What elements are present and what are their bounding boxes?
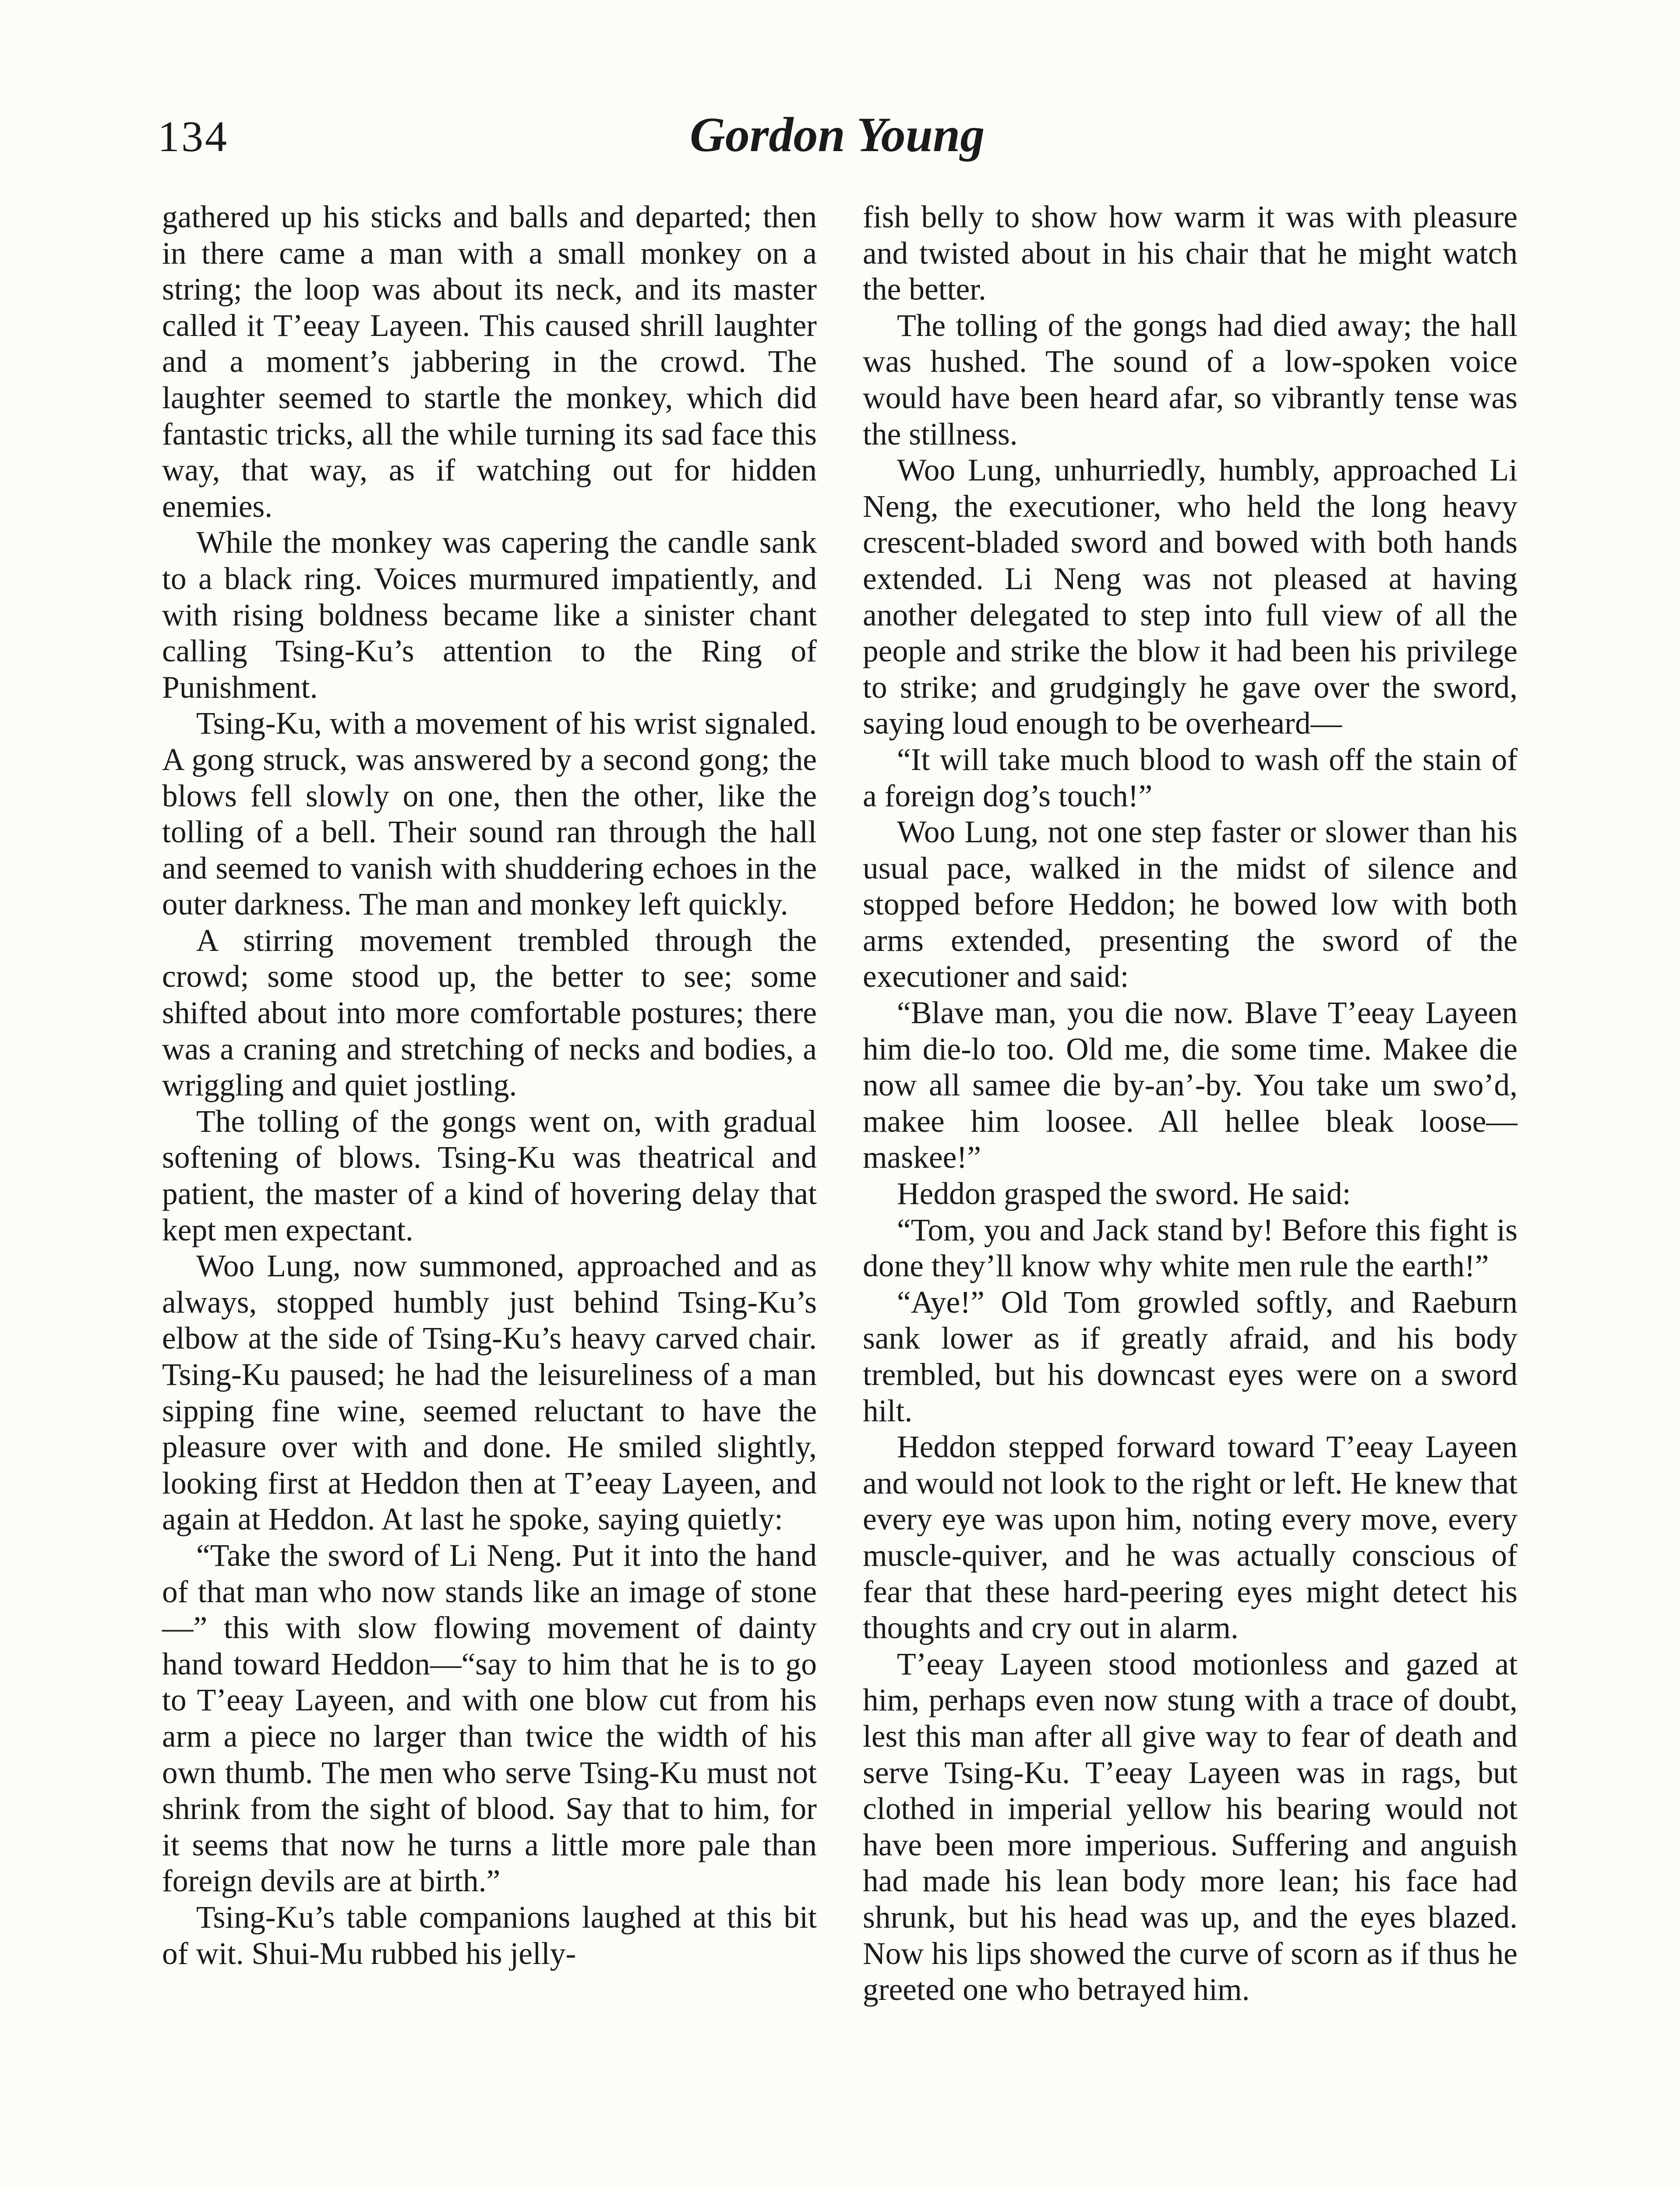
paragraph: “It will take much blood to wash off the stain of a foreign dog’s touch!” <box>863 742 1518 813</box>
paragraph: While the monkey was capering the candle sank to a black ring. Voices murmured impatiently, and with rising boldness became like a sinister chant calling Tsing-Ku’s attention to the Ring of Punishment. <box>162 525 817 705</box>
text-column-left <box>162 199 817 1972</box>
page-number: 134 <box>158 112 229 161</box>
paragraph: A stirring movement trembled through the crowd; some stood up, the better to see; some shifted about into more comfortable postures; there was a craning and stretching of necks and bodies, a wriggling and quiet jostling. <box>162 923 817 1103</box>
paragraph: gathered up his sticks and balls and departed; then in there came a man with a small monkey on a string; the loop was about its neck, and its master called it T’eeay Layeen. This caused shrill laughter and a moment’s jabbering in the crowd. The laughter seemed to startle the monkey, which did fantastic tricks, all the while turning its sad face this way, that way, as if watching out for hidden enemies. <box>162 200 817 524</box>
text-column-right <box>863 199 1518 2008</box>
paragraph: Tsing-Ku’s table companions laughed at this bit of wit. Shui-Mu rubbed his jelly- <box>162 1900 817 1971</box>
paragraph: Tsing-Ku, with a movement of his wrist signaled. A gong struck, was answered by a second gong; the blows fell slowly on one, then the other, like the tolling of a bell. Their sound ran through the hall and seemed to vanish with shuddering echoes in the outer darkness. The man and monkey left quickly. <box>162 706 817 922</box>
paragraph: T’eeay Layeen stood motionless and gazed at him, perhaps even now stung with a trace of doubt, lest this man after all give way to fear of death and serve Tsing-Ku. T’eeay Layeen was in rags, but clothed in imperial yellow his bearing would not have been more imperious. Suffering and anguish had made his lean body more lean; his face had shrunk, but his head was up, and the eyes blazed. Now his lips showed the curve of scorn as if thus he greeted one who betrayed him. <box>863 1646 1518 2007</box>
paragraph: Heddon stepped forward toward T’eeay Layeen and would not look to the right or left. He knew that every eye was upon him, noting every move, every muscle-quiver, and he was actually conscious of fear that these hard-peering eyes might detect his thoughts and cry out in alarm. <box>863 1430 1518 1646</box>
paragraph: Woo Lung, not one step faster or slower than his usual pace, walked in the midst of silence and stopped before Heddon; he bowed low with both arms extended, presenting the sword of the executioner and said: <box>863 815 1518 994</box>
paragraph: “Blave man, you die now. Blave T’eeay Layeen him die-lo too. Old me, die some time. Makee die now all samee die by-an’-by. You take um swo’d, makee him loosee. All hellee bleak loose—maskee!” <box>863 996 1518 1175</box>
paragraph: Heddon grasped the sword. He said: <box>897 1176 1351 1212</box>
running-title: Gordon Young <box>690 108 985 162</box>
paragraph: “Tom, you and Jack stand by! Before this fight is done they’ll know why white men rule the earth!” <box>863 1212 1518 1284</box>
paragraph: “Aye!” Old Tom growled softly, and Raeburn sank lower as if greatly afraid, and his body trembled, but his downcast eyes were on a sword hilt. <box>863 1285 1518 1428</box>
paragraph: The tolling of the gongs had died away; the hall was hushed. The sound of a low-spoken voice would have been heard afar, so vibrantly tense was the stillness. <box>863 308 1518 452</box>
paragraph: Woo Lung, now summoned, approached and as always, stopped humbly just behind Tsing-Ku’s elbow at the side of Tsing-Ku’s heavy carved chair. Tsing-Ku paused; he had the leisureliness of a man sipping fine wine, seemed reluctant to have the pleasure over with and done. He smiled slightly, looking first at Heddon then at T’eeay Layeen, and again at Heddon. At last he spoke, saying quietly: <box>162 1249 817 1537</box>
paragraph: Woo Lung, unhurriedly, humbly, approached Li Neng, the executioner, who held the long heavy crescent-bladed sword and bowed with both hands extended. Li Neng was not pleased at having another delegated to step into full view of all the people and strike the blow it had been his privilege to strike; and grudgingly he gave over the sword, saying loud enough to be overheard— <box>863 453 1518 741</box>
paragraph: “Take the sword of Li Neng. Put it into the hand of that man who now stands like an image of stone—” this with slow flowing movement of dainty hand toward Heddon—“say to him that he is to go to T’eeay Layeen, and with one blow cut from his arm a piece no larger than twice the width of his own thumb. The men who serve Tsing-Ku must not shrink from the sight of blood. Say that to him, for it seems that now he turns a little more pale than foreign devils are at birth.” <box>162 1538 817 1899</box>
paragraph: fish belly to show how warm it was with pleasure and twisted about in his chair that he might watch the better. <box>863 200 1518 307</box>
paragraph: The tolling of the gongs went on, with gradual softening of blows. Tsing-Ku was theatrical and patient, the master of a kind of hovering delay that kept men expectant. <box>162 1104 817 1247</box>
